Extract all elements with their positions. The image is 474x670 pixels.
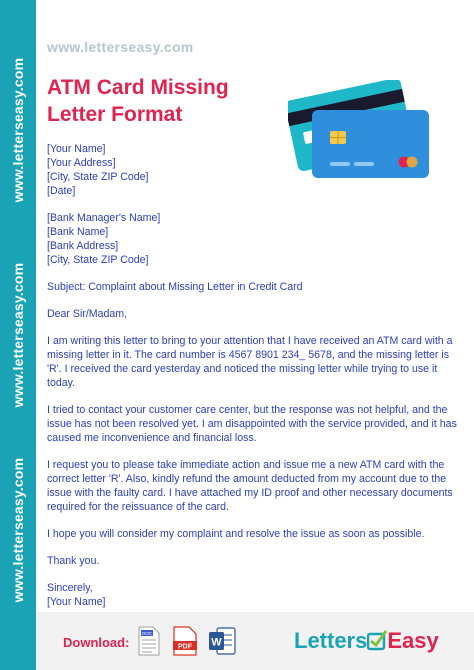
download-footer — [36, 612, 474, 670]
doc-icon-text: DOC — [142, 631, 152, 636]
sidebar-url-text: www.letterseasy.com — [10, 262, 26, 408]
sidebar-url-text: www.letterseasy.com — [10, 57, 26, 203]
letter-paragraph: I am writing this letter to bring to your attention that I have received an ATM card with a missing letter in it. The card number is 4567 8901 234_ 5678, and the missing letter is 'R'. I received the card yesterday and noticed the missing letter while trying to use it today. — [47, 335, 453, 389]
doc-file-icon[interactable] — [138, 626, 160, 656]
recipient-line: [City, State ZIP Code] — [47, 254, 149, 266]
check-envelope-icon — [367, 629, 387, 651]
site-url: www.letterseasy.com — [47, 39, 194, 55]
word-icon-text: W — [211, 636, 222, 649]
word-file-icon[interactable] — [208, 626, 236, 656]
recipient-line: [Bank Address] — [47, 240, 119, 252]
page-title — [47, 74, 277, 128]
sidebar-url-text: www.letterseasy.com — [10, 457, 26, 603]
sender-line: [City, State ZIP Code] — [47, 171, 149, 183]
letter-paragraph: I tried to contact your customer care center, but the response was not helpful, and the issue has not been resolved yet. I am disappointed with the service provided, and it has caused me inconvenience and financial loss. — [47, 404, 457, 444]
download-label: Download: — [63, 635, 130, 650]
sender-line: [Your Name] — [47, 143, 106, 155]
letter-signoff — [47, 581, 462, 609]
letter-thanks: Thank you. — [47, 555, 100, 567]
sender-address — [47, 142, 462, 198]
letter-subject: Subject: Complaint about Missing Letter in Credit Card — [47, 281, 303, 293]
pdf-file-icon[interactable] — [173, 626, 197, 656]
sidebar-brand-strip — [0, 0, 36, 670]
recipient-line: [Bank Name] — [47, 226, 109, 238]
title-line-2: Letter Format — [47, 103, 183, 126]
title-line-1: ATM Card Missing — [47, 76, 229, 99]
letter-closing: Sincerely, — [47, 582, 93, 594]
sender-line: [Date] — [47, 185, 76, 197]
letter-salutation: Dear Sir/Madam, — [47, 308, 128, 320]
letter-paragraph: I hope you will consider my complaint and resolve the issue as soon as possible. — [47, 528, 425, 540]
recipient-line: [Bank Manager's Name] — [47, 212, 161, 224]
letter-body — [47, 142, 462, 622]
brand-logo — [294, 628, 439, 654]
recipient-address — [47, 211, 462, 267]
sender-line: [Your Address] — [47, 157, 116, 169]
brand-easy: Easy — [387, 628, 439, 653]
letter-signature: [Your Name] — [47, 596, 106, 608]
brand-letters: Letters — [294, 628, 368, 653]
pdf-icon-text: PDF — [178, 643, 192, 651]
letter-paragraph: I request you to please take immediate action and issue me a new ATM card with the correct letter 'R'. Also, kindly refund the amount deducted from my account due to the issue with the faulty card. I have attached my ID proof and other necessary documents required for the reissuance of the card. — [47, 459, 453, 513]
